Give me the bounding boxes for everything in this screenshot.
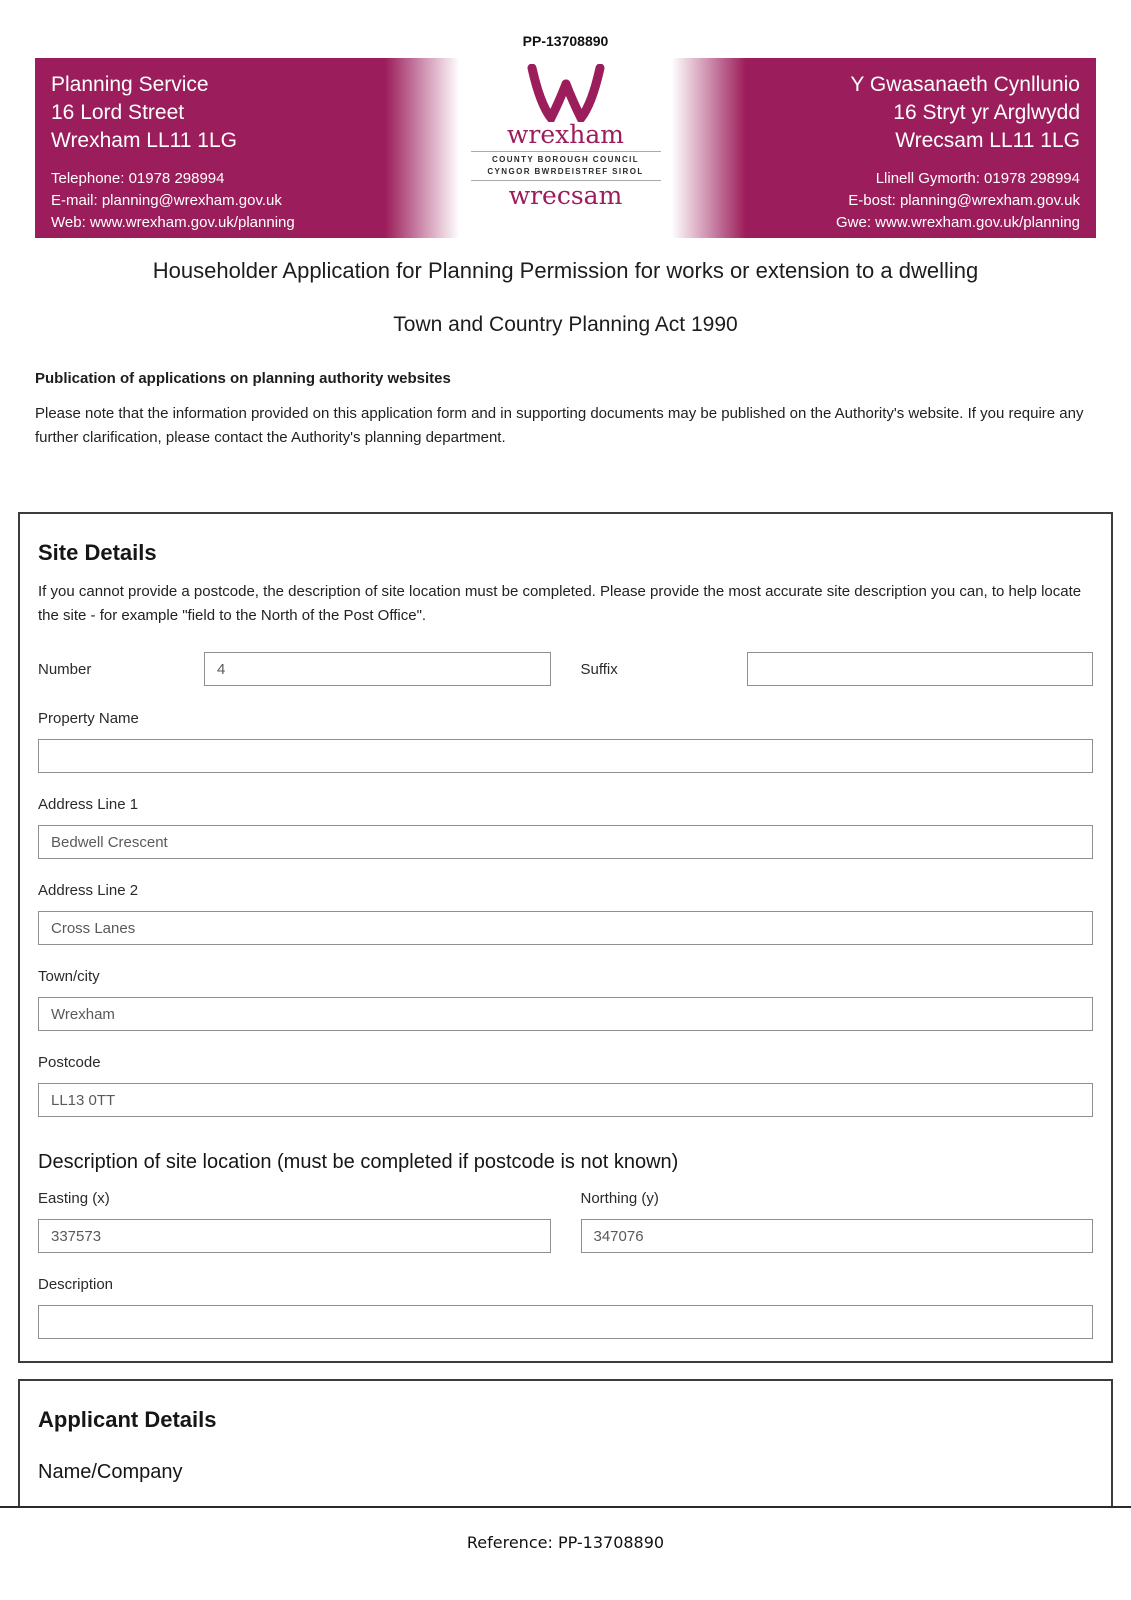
footer-reference: Reference: PP-13708890 xyxy=(466,1533,665,1552)
site-details-intro: If you cannot provide a postcode, the description of site location must be completed. Please provide the most accurate site description you can, to help locate the site - for example "field to the North of the Post Office". xyxy=(38,583,1082,624)
town-city-label: Town/city xyxy=(38,968,100,985)
name-company-label: Name/Company xyxy=(38,1461,183,1483)
logo-name-welsh: wrecsam xyxy=(508,181,623,210)
dept-street: 16 Lord Street xyxy=(51,101,185,124)
suffix-field-group xyxy=(581,652,1094,686)
northing-label: Northing (y) xyxy=(580,1190,659,1207)
dept-city: Wrexham LL11 1LG xyxy=(51,129,237,152)
dept-street-welsh: 16 Stryt yr Arglwydd xyxy=(893,101,1080,124)
dept-telephone-welsh: Llinell Gymorth: 01978 298994 xyxy=(875,170,1080,187)
address-line-2-label: Address Line 2 xyxy=(38,882,139,899)
logo-caps-block xyxy=(471,151,661,181)
suffix-label: Suffix xyxy=(580,660,618,678)
council-logo xyxy=(390,58,740,238)
page-subtitle: Town and Country Planning Act 1990 xyxy=(393,313,738,336)
dept-email: E-mail: planning@wrexham.gov.uk xyxy=(51,192,282,209)
dept-email-welsh: E-bost: planning@wrexham.gov.uk xyxy=(848,192,1080,209)
address-line-1-input[interactable] xyxy=(38,825,1093,859)
logo-caps-welsh: CYNGOR BWRDEISTREF SIROL xyxy=(487,167,644,176)
logo-caps-english: COUNTY BOROUGH COUNCIL xyxy=(491,155,640,164)
description-field-group xyxy=(38,1276,1093,1339)
page-title: Householder Application for Planning Permission for works or extension to a dwelling xyxy=(152,258,979,283)
postcode-input[interactable] xyxy=(38,1083,1093,1117)
description-input[interactable] xyxy=(38,1305,1093,1339)
page-break-divider xyxy=(0,1506,1131,1508)
number-field-group xyxy=(38,652,551,686)
dept-city-welsh: Wrecsam LL11 1LG xyxy=(895,129,1080,152)
suffix-input[interactable] xyxy=(747,652,1094,686)
dept-web: Web: www.wrexham.gov.uk/planning xyxy=(51,214,295,231)
easting-input[interactable] xyxy=(38,1219,551,1253)
town-city-field-group xyxy=(38,968,1093,1031)
address-line-1-label: Address Line 1 xyxy=(38,796,139,813)
applicant-details-section xyxy=(18,1379,1113,1506)
dept-telephone: Telephone: 01978 298994 xyxy=(51,170,225,187)
logo-name-english: wrexham xyxy=(507,120,624,149)
form-reference-top: PP-13708890 xyxy=(522,33,609,49)
postcode-label: Postcode xyxy=(38,1054,101,1071)
site-details-heading: Site Details xyxy=(38,540,157,565)
wrexham-w-logo-icon xyxy=(520,64,612,122)
header-left-address xyxy=(35,58,390,238)
property-name-field-group xyxy=(38,710,1093,773)
northing-input[interactable] xyxy=(581,1219,1094,1253)
publication-body: Please note that the information provided on this application form and in supporting documents may be published on the Authority's website. If you require any further clarification, please contact the Authority's planning department. xyxy=(35,405,1084,446)
address-line-1-field-group xyxy=(38,796,1093,859)
header-banner xyxy=(35,58,1096,238)
property-name-label: Property Name xyxy=(38,710,139,727)
dept-web-welsh: Gwe: www.wrexham.gov.uk/planning xyxy=(836,214,1080,231)
number-suffix-row xyxy=(38,652,1093,686)
easting-label: Easting (x) xyxy=(38,1190,110,1207)
northing-field-group xyxy=(581,1190,1094,1253)
site-details-section xyxy=(18,512,1113,1363)
easting-field-group xyxy=(38,1190,551,1253)
publication-heading: Publication of applications on planning authority websites xyxy=(35,370,451,387)
dept-name: Planning Service xyxy=(51,73,209,96)
dept-name-welsh: Y Gwasanaeth Cynllunio xyxy=(850,73,1080,96)
town-city-input[interactable] xyxy=(38,997,1093,1031)
address-line-2-field-group xyxy=(38,882,1093,945)
description-label: Description xyxy=(38,1276,114,1293)
property-name-input[interactable] xyxy=(38,739,1093,773)
address-line-2-input[interactable] xyxy=(38,911,1093,945)
applicant-details-heading: Applicant Details xyxy=(38,1407,217,1432)
header-right-address xyxy=(741,58,1096,238)
postcode-field-group xyxy=(38,1054,1093,1117)
number-label: Number xyxy=(38,660,92,678)
site-location-description-heading: Description of site location (must be completed if postcode is not known) xyxy=(38,1151,679,1173)
number-input[interactable] xyxy=(204,652,551,686)
easting-northing-row xyxy=(38,1190,1093,1253)
